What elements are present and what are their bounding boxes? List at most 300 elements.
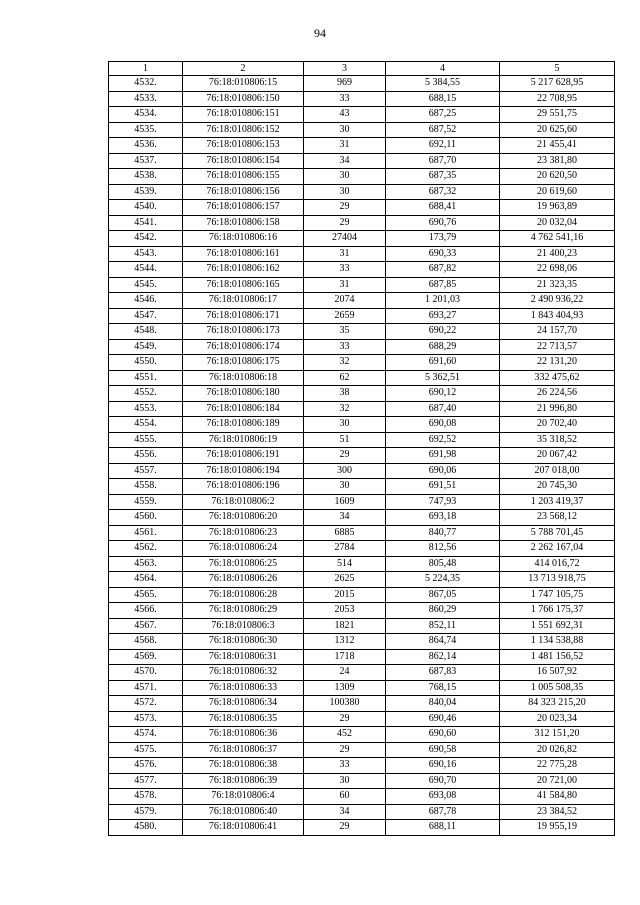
rate-cell: 690,70 bbox=[386, 773, 500, 789]
cadastral-number-cell: 76:18:010806:25 bbox=[183, 556, 304, 572]
row-number-cell: 4578. bbox=[109, 789, 183, 805]
rate-cell: 687,52 bbox=[386, 122, 500, 138]
area-cell: 2659 bbox=[304, 308, 386, 324]
area-cell: 300 bbox=[304, 463, 386, 479]
value-cell: 20 620,50 bbox=[500, 169, 615, 185]
rate-cell: 5 362,51 bbox=[386, 370, 500, 386]
value-cell: 23 381,80 bbox=[500, 153, 615, 169]
table-row bbox=[109, 386, 615, 402]
rate-cell: 690,16 bbox=[386, 758, 500, 774]
area-cell: 100380 bbox=[304, 696, 386, 712]
value-cell: 21 455,41 bbox=[500, 138, 615, 154]
cadastral-number-cell: 76:18:010806:15 bbox=[183, 76, 304, 92]
value-cell: 23 568,12 bbox=[500, 510, 615, 526]
row-number-cell: 4537. bbox=[109, 153, 183, 169]
rate-cell: 687,78 bbox=[386, 804, 500, 820]
rate-cell: 687,82 bbox=[386, 262, 500, 278]
rate-cell: 688,15 bbox=[386, 91, 500, 107]
table-row bbox=[109, 634, 615, 650]
area-cell: 31 bbox=[304, 277, 386, 293]
table-row bbox=[109, 804, 615, 820]
table-row bbox=[109, 262, 615, 278]
row-number-cell: 4555. bbox=[109, 432, 183, 448]
value-cell: 5 788 701,45 bbox=[500, 525, 615, 541]
table-row bbox=[109, 76, 615, 92]
value-cell: 19 955,19 bbox=[500, 820, 615, 836]
value-cell: 1 134 538,88 bbox=[500, 634, 615, 650]
table-row bbox=[109, 463, 615, 479]
cadastral-number-cell: 76:18:010806:26 bbox=[183, 572, 304, 588]
value-cell: 26 224,56 bbox=[500, 386, 615, 402]
table-row bbox=[109, 541, 615, 557]
cadastral-number-cell: 76:18:010806:36 bbox=[183, 727, 304, 743]
cadastral-number-cell: 76:18:010806:155 bbox=[183, 169, 304, 185]
cadastral-number-cell: 76:18:010806:175 bbox=[183, 355, 304, 371]
rate-cell: 840,04 bbox=[386, 696, 500, 712]
table-row bbox=[109, 556, 615, 572]
value-cell: 23 384,52 bbox=[500, 804, 615, 820]
table-row bbox=[109, 122, 615, 138]
rate-cell: 692,52 bbox=[386, 432, 500, 448]
area-cell: 6885 bbox=[304, 525, 386, 541]
cadastral-number-cell: 76:18:010806:31 bbox=[183, 649, 304, 665]
rate-cell: 860,29 bbox=[386, 603, 500, 619]
cadastral-number-cell: 76:18:010806:152 bbox=[183, 122, 304, 138]
value-cell: 20 625,60 bbox=[500, 122, 615, 138]
table-row bbox=[109, 618, 615, 634]
rate-cell: 690,22 bbox=[386, 324, 500, 340]
row-number-cell: 4569. bbox=[109, 649, 183, 665]
cadastral-number-cell: 76:18:010806:158 bbox=[183, 215, 304, 231]
table-row bbox=[109, 649, 615, 665]
row-number-cell: 4575. bbox=[109, 742, 183, 758]
table-row bbox=[109, 742, 615, 758]
value-cell: 1 747 105,75 bbox=[500, 587, 615, 603]
cadastral-number-cell: 76:18:010806:18 bbox=[183, 370, 304, 386]
table-row bbox=[109, 510, 615, 526]
row-number-cell: 4545. bbox=[109, 277, 183, 293]
area-cell: 30 bbox=[304, 417, 386, 433]
value-cell: 41 584,80 bbox=[500, 789, 615, 805]
rate-cell: 693,18 bbox=[386, 510, 500, 526]
rate-cell: 690,58 bbox=[386, 742, 500, 758]
area-cell: 30 bbox=[304, 122, 386, 138]
cadastral-number-cell: 76:18:010806:35 bbox=[183, 711, 304, 727]
row-number-cell: 4534. bbox=[109, 107, 183, 123]
value-cell: 2 262 167,04 bbox=[500, 541, 615, 557]
row-number-cell: 4571. bbox=[109, 680, 183, 696]
row-number-cell: 4559. bbox=[109, 494, 183, 510]
table-row bbox=[109, 758, 615, 774]
cadastral-number-cell: 76:18:010806:41 bbox=[183, 820, 304, 836]
cadastral-number-cell: 76:18:010806:20 bbox=[183, 510, 304, 526]
table-row bbox=[109, 107, 615, 123]
row-number-cell: 4551. bbox=[109, 370, 183, 386]
row-number-cell: 4566. bbox=[109, 603, 183, 619]
area-cell: 1821 bbox=[304, 618, 386, 634]
row-number-cell: 4580. bbox=[109, 820, 183, 836]
value-cell: 1 843 404,93 bbox=[500, 308, 615, 324]
cadastral-number-cell: 76:18:010806:161 bbox=[183, 246, 304, 262]
table-row bbox=[109, 370, 615, 386]
row-number-cell: 4556. bbox=[109, 448, 183, 464]
value-cell: 20 619,60 bbox=[500, 184, 615, 200]
value-cell: 22 698,06 bbox=[500, 262, 615, 278]
table-row bbox=[109, 153, 615, 169]
table-body bbox=[109, 76, 615, 836]
column-header-3: 3 bbox=[304, 62, 386, 76]
value-cell: 1 203 419,37 bbox=[500, 494, 615, 510]
row-number-cell: 4564. bbox=[109, 572, 183, 588]
value-cell: 5 217 628,95 bbox=[500, 76, 615, 92]
table-row bbox=[109, 603, 615, 619]
rate-cell: 812,56 bbox=[386, 541, 500, 557]
area-cell: 33 bbox=[304, 262, 386, 278]
cadastral-number-cell: 76:18:010806:173 bbox=[183, 324, 304, 340]
area-cell: 2074 bbox=[304, 293, 386, 309]
table-row bbox=[109, 339, 615, 355]
area-cell: 514 bbox=[304, 556, 386, 572]
row-number-cell: 4552. bbox=[109, 386, 183, 402]
rate-cell: 690,60 bbox=[386, 727, 500, 743]
value-cell: 2 490 936,22 bbox=[500, 293, 615, 309]
cadastral-number-cell: 76:18:010806:32 bbox=[183, 665, 304, 681]
value-cell: 1 481 156,52 bbox=[500, 649, 615, 665]
row-number-cell: 4538. bbox=[109, 169, 183, 185]
table-row bbox=[109, 727, 615, 743]
cadastral-number-cell: 76:18:010806:39 bbox=[183, 773, 304, 789]
area-cell: 33 bbox=[304, 91, 386, 107]
row-number-cell: 4547. bbox=[109, 308, 183, 324]
table-row bbox=[109, 587, 615, 603]
rate-cell: 691,51 bbox=[386, 479, 500, 495]
cadastral-number-cell: 76:18:010806:184 bbox=[183, 401, 304, 417]
row-number-cell: 4579. bbox=[109, 804, 183, 820]
rate-cell: 687,25 bbox=[386, 107, 500, 123]
value-cell: 20 023,34 bbox=[500, 711, 615, 727]
cadastral-number-cell: 76:18:010806:157 bbox=[183, 200, 304, 216]
cadastral-number-cell: 76:18:010806:33 bbox=[183, 680, 304, 696]
cadastral-number-cell: 76:18:010806:40 bbox=[183, 804, 304, 820]
row-number-cell: 4565. bbox=[109, 587, 183, 603]
table-row bbox=[109, 293, 615, 309]
rate-cell: 691,60 bbox=[386, 355, 500, 371]
row-number-cell: 4570. bbox=[109, 665, 183, 681]
area-cell: 29 bbox=[304, 742, 386, 758]
area-cell: 51 bbox=[304, 432, 386, 448]
area-cell: 29 bbox=[304, 820, 386, 836]
table-row bbox=[109, 711, 615, 727]
rate-cell: 688,11 bbox=[386, 820, 500, 836]
value-cell: 414 016,72 bbox=[500, 556, 615, 572]
cadastral-number-cell: 76:18:010806:24 bbox=[183, 541, 304, 557]
area-cell: 2053 bbox=[304, 603, 386, 619]
table-row bbox=[109, 401, 615, 417]
area-cell: 30 bbox=[304, 184, 386, 200]
rate-cell: 690,12 bbox=[386, 386, 500, 402]
rate-cell: 852,11 bbox=[386, 618, 500, 634]
value-cell: 22 131,20 bbox=[500, 355, 615, 371]
row-number-cell: 4542. bbox=[109, 231, 183, 247]
value-cell: 24 157,70 bbox=[500, 324, 615, 340]
area-cell: 62 bbox=[304, 370, 386, 386]
area-cell: 30 bbox=[304, 479, 386, 495]
value-cell: 20 721,00 bbox=[500, 773, 615, 789]
column-header-2: 2 bbox=[183, 62, 304, 76]
value-cell: 35 318,52 bbox=[500, 432, 615, 448]
table-row bbox=[109, 525, 615, 541]
row-number-cell: 4553. bbox=[109, 401, 183, 417]
value-cell: 1 766 175,37 bbox=[500, 603, 615, 619]
area-cell: 34 bbox=[304, 510, 386, 526]
cadastral-number-cell: 76:18:010806:153 bbox=[183, 138, 304, 154]
rate-cell: 690,08 bbox=[386, 417, 500, 433]
rate-cell: 862,14 bbox=[386, 649, 500, 665]
cadastral-number-cell: 76:18:010806:37 bbox=[183, 742, 304, 758]
value-cell: 332 475,62 bbox=[500, 370, 615, 386]
cadastral-number-cell: 76:18:010806:150 bbox=[183, 91, 304, 107]
value-cell: 21 400,23 bbox=[500, 246, 615, 262]
area-cell: 33 bbox=[304, 758, 386, 774]
row-number-cell: 4533. bbox=[109, 91, 183, 107]
rate-cell: 690,46 bbox=[386, 711, 500, 727]
value-cell: 22 708,95 bbox=[500, 91, 615, 107]
row-number-cell: 4563. bbox=[109, 556, 183, 572]
area-cell: 2784 bbox=[304, 541, 386, 557]
area-cell: 452 bbox=[304, 727, 386, 743]
row-number-cell: 4539. bbox=[109, 184, 183, 200]
table-row bbox=[109, 200, 615, 216]
table-row bbox=[109, 479, 615, 495]
rate-cell: 5 224,35 bbox=[386, 572, 500, 588]
table-row bbox=[109, 277, 615, 293]
row-number-cell: 4554. bbox=[109, 417, 183, 433]
row-number-cell: 4562. bbox=[109, 541, 183, 557]
row-number-cell: 4535. bbox=[109, 122, 183, 138]
area-cell: 1609 bbox=[304, 494, 386, 510]
value-cell: 16 507,92 bbox=[500, 665, 615, 681]
table-header-row bbox=[109, 62, 615, 76]
table-row bbox=[109, 680, 615, 696]
area-cell: 43 bbox=[304, 107, 386, 123]
value-cell: 22 775,28 bbox=[500, 758, 615, 774]
area-cell: 30 bbox=[304, 773, 386, 789]
table-row bbox=[109, 789, 615, 805]
row-number-cell: 4574. bbox=[109, 727, 183, 743]
table-row bbox=[109, 696, 615, 712]
rate-cell: 805,48 bbox=[386, 556, 500, 572]
area-cell: 60 bbox=[304, 789, 386, 805]
rate-cell: 693,27 bbox=[386, 308, 500, 324]
area-cell: 27404 bbox=[304, 231, 386, 247]
value-cell: 21 996,80 bbox=[500, 401, 615, 417]
rate-cell: 692,11 bbox=[386, 138, 500, 154]
value-cell: 19 963,89 bbox=[500, 200, 615, 216]
cadastral-number-cell: 76:18:010806:19 bbox=[183, 432, 304, 448]
table-row bbox=[109, 448, 615, 464]
table-row bbox=[109, 246, 615, 262]
value-cell: 20 032,04 bbox=[500, 215, 615, 231]
value-cell: 312 151,20 bbox=[500, 727, 615, 743]
value-cell: 1 551 692,31 bbox=[500, 618, 615, 634]
rate-cell: 687,32 bbox=[386, 184, 500, 200]
row-number-cell: 4548. bbox=[109, 324, 183, 340]
area-cell: 29 bbox=[304, 215, 386, 231]
area-cell: 34 bbox=[304, 804, 386, 820]
table-row bbox=[109, 138, 615, 154]
cadastral-number-cell: 76:18:010806:16 bbox=[183, 231, 304, 247]
area-cell: 969 bbox=[304, 76, 386, 92]
table-row bbox=[109, 184, 615, 200]
table-row bbox=[109, 169, 615, 185]
row-number-cell: 4532. bbox=[109, 76, 183, 92]
cadastral-number-cell: 76:18:010806:156 bbox=[183, 184, 304, 200]
cadastral-number-cell: 76:18:010806:4 bbox=[183, 789, 304, 805]
cadastral-number-cell: 76:18:010806:154 bbox=[183, 153, 304, 169]
table-row bbox=[109, 91, 615, 107]
value-cell: 20 067,42 bbox=[500, 448, 615, 464]
rate-cell: 747,93 bbox=[386, 494, 500, 510]
rate-cell: 688,41 bbox=[386, 200, 500, 216]
area-cell: 1718 bbox=[304, 649, 386, 665]
cadastral-number-cell: 76:18:010806:28 bbox=[183, 587, 304, 603]
row-number-cell: 4572. bbox=[109, 696, 183, 712]
row-number-cell: 4560. bbox=[109, 510, 183, 526]
rate-cell: 768,15 bbox=[386, 680, 500, 696]
table-row bbox=[109, 820, 615, 836]
table-row bbox=[109, 324, 615, 340]
cadastral-number-cell: 76:18:010806:34 bbox=[183, 696, 304, 712]
cadastral-number-cell: 76:18:010806:151 bbox=[183, 107, 304, 123]
area-cell: 31 bbox=[304, 246, 386, 262]
row-number-cell: 4561. bbox=[109, 525, 183, 541]
cadastral-number-cell: 76:18:010806:17 bbox=[183, 293, 304, 309]
rate-cell: 1 201,03 bbox=[386, 293, 500, 309]
table-row bbox=[109, 417, 615, 433]
cadastral-number-cell: 76:18:010806:3 bbox=[183, 618, 304, 634]
column-header-4: 4 bbox=[386, 62, 500, 76]
row-number-cell: 4549. bbox=[109, 339, 183, 355]
value-cell: 21 323,35 bbox=[500, 277, 615, 293]
area-cell: 33 bbox=[304, 339, 386, 355]
table-row bbox=[109, 355, 615, 371]
rate-cell: 864,74 bbox=[386, 634, 500, 650]
row-number-cell: 4550. bbox=[109, 355, 183, 371]
rate-cell: 688,29 bbox=[386, 339, 500, 355]
rate-cell: 5 384,55 bbox=[386, 76, 500, 92]
rate-cell: 690,33 bbox=[386, 246, 500, 262]
row-number-cell: 4540. bbox=[109, 200, 183, 216]
area-cell: 38 bbox=[304, 386, 386, 402]
row-number-cell: 4536. bbox=[109, 138, 183, 154]
table-row bbox=[109, 432, 615, 448]
row-number-cell: 4546. bbox=[109, 293, 183, 309]
column-header-1: 1 bbox=[109, 62, 183, 76]
rate-cell: 687,35 bbox=[386, 169, 500, 185]
value-cell: 20 745,30 bbox=[500, 479, 615, 495]
cadastral-number-cell: 76:18:010806:191 bbox=[183, 448, 304, 464]
row-number-cell: 4568. bbox=[109, 634, 183, 650]
row-number-cell: 4573. bbox=[109, 711, 183, 727]
value-cell: 207 018,00 bbox=[500, 463, 615, 479]
rate-cell: 690,06 bbox=[386, 463, 500, 479]
column-header-5: 5 bbox=[500, 62, 615, 76]
cadastral-number-cell: 76:18:010806:189 bbox=[183, 417, 304, 433]
value-cell: 84 323 215,20 bbox=[500, 696, 615, 712]
area-cell: 35 bbox=[304, 324, 386, 340]
cadastral-number-cell: 76:18:010806:196 bbox=[183, 479, 304, 495]
area-cell: 29 bbox=[304, 448, 386, 464]
table-row bbox=[109, 572, 615, 588]
value-cell: 22 713,57 bbox=[500, 339, 615, 355]
cadastral-number-cell: 76:18:010806:30 bbox=[183, 634, 304, 650]
row-number-cell: 4577. bbox=[109, 773, 183, 789]
cadastral-number-cell: 76:18:010806:194 bbox=[183, 463, 304, 479]
row-number-cell: 4544. bbox=[109, 262, 183, 278]
rate-cell: 173,79 bbox=[386, 231, 500, 247]
rate-cell: 693,08 bbox=[386, 789, 500, 805]
rate-cell: 867,05 bbox=[386, 587, 500, 603]
cadastral-number-cell: 76:18:010806:174 bbox=[183, 339, 304, 355]
value-cell: 20 026,82 bbox=[500, 742, 615, 758]
row-number-cell: 4567. bbox=[109, 618, 183, 634]
rate-cell: 687,70 bbox=[386, 153, 500, 169]
rate-cell: 687,83 bbox=[386, 665, 500, 681]
area-cell: 2625 bbox=[304, 572, 386, 588]
cadastral-number-cell: 76:18:010806:29 bbox=[183, 603, 304, 619]
table-row bbox=[109, 494, 615, 510]
rate-cell: 687,40 bbox=[386, 401, 500, 417]
cadastral-number-cell: 76:18:010806:162 bbox=[183, 262, 304, 278]
area-cell: 29 bbox=[304, 200, 386, 216]
value-cell: 13 713 918,75 bbox=[500, 572, 615, 588]
area-cell: 32 bbox=[304, 401, 386, 417]
rate-cell: 687,85 bbox=[386, 277, 500, 293]
area-cell: 32 bbox=[304, 355, 386, 371]
value-cell: 29 551,75 bbox=[500, 107, 615, 123]
area-cell: 1309 bbox=[304, 680, 386, 696]
cadastral-number-cell: 76:18:010806:180 bbox=[183, 386, 304, 402]
cadastral-number-cell: 76:18:010806:165 bbox=[183, 277, 304, 293]
page-number: 94 bbox=[314, 26, 326, 40]
area-cell: 30 bbox=[304, 169, 386, 185]
row-number-cell: 4558. bbox=[109, 479, 183, 495]
table-row bbox=[109, 665, 615, 681]
area-cell: 34 bbox=[304, 153, 386, 169]
row-number-cell: 4576. bbox=[109, 758, 183, 774]
row-number-cell: 4541. bbox=[109, 215, 183, 231]
cadastral-number-cell: 76:18:010806:171 bbox=[183, 308, 304, 324]
area-cell: 24 bbox=[304, 665, 386, 681]
area-cell: 2015 bbox=[304, 587, 386, 603]
table-row bbox=[109, 215, 615, 231]
value-cell: 1 005 508,35 bbox=[500, 680, 615, 696]
row-number-cell: 4543. bbox=[109, 246, 183, 262]
area-cell: 29 bbox=[304, 711, 386, 727]
area-cell: 31 bbox=[304, 138, 386, 154]
value-cell: 20 702,40 bbox=[500, 417, 615, 433]
rate-cell: 690,76 bbox=[386, 215, 500, 231]
table-row bbox=[109, 308, 615, 324]
data-table bbox=[108, 61, 615, 836]
cadastral-number-cell: 76:18:010806:38 bbox=[183, 758, 304, 774]
table-row bbox=[109, 231, 615, 247]
rate-cell: 691,98 bbox=[386, 448, 500, 464]
table-row bbox=[109, 773, 615, 789]
rate-cell: 840,77 bbox=[386, 525, 500, 541]
value-cell: 4 762 541,16 bbox=[500, 231, 615, 247]
row-number-cell: 4557. bbox=[109, 463, 183, 479]
